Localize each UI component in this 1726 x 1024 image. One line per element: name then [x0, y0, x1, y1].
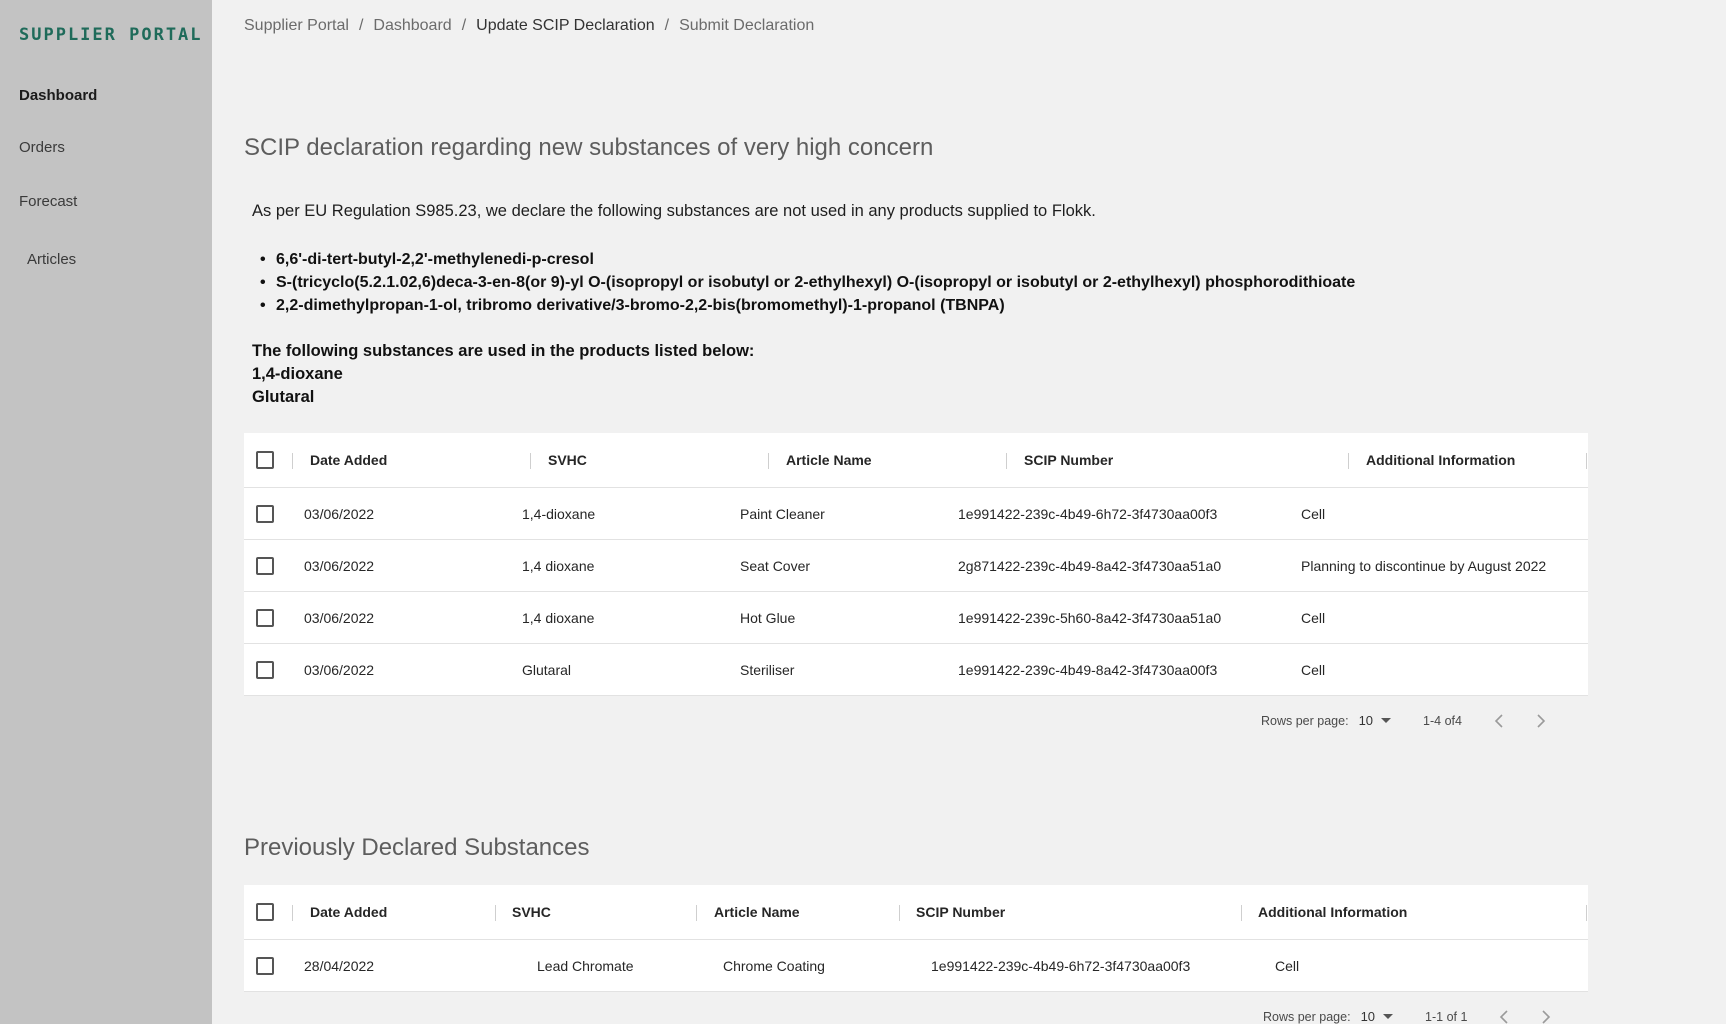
cell-svhc: 1,4 dioxane [522, 558, 595, 574]
used-substance: 1,4-dioxane [252, 365, 343, 383]
previous-page-button[interactable] [1499, 1010, 1509, 1024]
cell-svhc: Lead Chromate [537, 958, 634, 974]
table-header-row [244, 433, 1588, 488]
breadcrumb-separator: / [664, 17, 670, 34]
rows-per-page-value: 10 [1360, 1009, 1376, 1024]
breadcrumb [244, 17, 814, 35]
cell-scip-number: 1e991422-239c-4b49-8a42-3f4730aa00f3 [958, 662, 1218, 678]
declaration-table [244, 433, 1588, 696]
row-checkbox[interactable] [256, 661, 274, 679]
cell-date-added: 03/06/2022 [304, 506, 375, 522]
column-header-svhc[interactable]: SVHC [548, 452, 587, 468]
cell-additional-information: Cell [1275, 958, 1300, 974]
used-substances-heading: The following substances are used in the products listed below: [252, 342, 755, 360]
list-item: • 2,2-dimethylpropan-1-ol, tribromo derivative/3-bromo-2,2-bis(bromomethyl)-1-propanol (TBNPA) [260, 294, 1355, 317]
table-row[interactable] [244, 644, 1588, 696]
cell-additional-information: Cell [1301, 610, 1326, 626]
brand-logo: SUPPLIER PORTAL [19, 25, 203, 45]
table-row[interactable] [244, 540, 1588, 592]
column-separator [530, 453, 531, 469]
rows-per-page-label: Rows per page: [1261, 713, 1349, 728]
column-header-additional-information[interactable]: Additional Information [1366, 452, 1516, 468]
chevron-right-icon [1541, 1010, 1551, 1024]
row-checkbox[interactable] [256, 557, 274, 575]
column-separator [768, 453, 769, 469]
column-header-svhc[interactable]: SVHC [512, 904, 551, 920]
column-separator [1348, 453, 1349, 469]
column-header-additional-information[interactable]: Additional Information [1258, 904, 1408, 920]
column-header-scip-number[interactable]: SCIP Number [916, 904, 1006, 920]
select-all-checkbox[interactable] [256, 903, 274, 921]
previous-section-title: Previously Declared Substances [244, 834, 590, 861]
cell-date-added: 28/04/2022 [304, 958, 375, 974]
sidebar-item-orders[interactable]: Orders [19, 139, 65, 156]
chevron-left-icon [1494, 714, 1504, 728]
cell-additional-information: Planning to discontinue by August 2022 [1301, 558, 1547, 574]
breadcrumb-separator: / [358, 17, 364, 34]
cell-article-name: Steriliser [740, 662, 795, 678]
row-checkbox[interactable] [256, 957, 274, 975]
chevron-down-icon [1381, 718, 1391, 723]
column-header-date-added[interactable]: Date Added [310, 452, 388, 468]
previous-declarations-table [244, 885, 1588, 992]
table-pagination [1261, 713, 1546, 728]
cell-article-name: Paint Cleaner [740, 506, 825, 522]
declaration-intro: As per EU Regulation S985.23, we declare the following substances are not used in any products supplied to Flokk. [252, 202, 1096, 220]
breadcrumb-submit-declaration: Submit Declaration [679, 17, 815, 34]
cell-scip-number: 1e991422-239c-5h60-8a42-3f4730aa51a0 [958, 610, 1222, 626]
column-header-article-name[interactable]: Article Name [714, 904, 800, 920]
list-item: • 6,6'-di-tert-butyl-2,2'-methylenedi-p-cresol [260, 248, 1355, 271]
next-page-button[interactable] [1541, 1010, 1551, 1024]
cell-additional-information: Cell [1301, 662, 1326, 678]
sidebar-item-articles[interactable]: Articles [27, 251, 77, 268]
breadcrumb-separator: / [461, 17, 467, 34]
column-separator [1241, 905, 1242, 921]
column-separator [292, 453, 293, 469]
cell-scip-number: 1e991422-239c-4b49-6h72-3f4730aa00f3 [931, 958, 1191, 974]
cell-svhc: 1,4 dioxane [522, 610, 595, 626]
column-separator [1586, 905, 1587, 921]
list-item: • S-(tricyclo(5.2.1.02,6)deca-3-en-8(or 9)-yl O-(isopropyl or isobutyl or 2-ethylhexyl) O-(isopropyl or isobutyl or 2-ethylhexyl) phosphorodithioate [260, 271, 1355, 294]
previous-page-button[interactable] [1494, 714, 1504, 728]
breadcrumb-update-scip-declaration[interactable]: Update SCIP Declaration [476, 17, 655, 34]
rows-per-page-select[interactable] [1361, 1009, 1393, 1024]
cell-additional-information: Cell [1301, 506, 1326, 522]
table-row[interactable] [244, 592, 1588, 644]
chevron-left-icon [1499, 1010, 1509, 1024]
pagination-range: 1-4 of4 [1423, 713, 1462, 728]
rows-per-page-value: 10 [1358, 713, 1374, 728]
cell-date-added: 03/06/2022 [304, 662, 375, 678]
column-header-scip-number[interactable]: SCIP Number [1024, 452, 1114, 468]
table-header-row [244, 885, 1588, 940]
row-checkbox[interactable] [256, 505, 274, 523]
column-separator [696, 905, 697, 921]
not-used-substances-list [260, 248, 1355, 317]
breadcrumb-dashboard[interactable]: Dashboard [373, 17, 452, 34]
page-title: SCIP declaration regarding new substances of very high concern [244, 134, 934, 161]
column-header-date-added[interactable]: Date Added [310, 904, 388, 920]
rows-per-page-select[interactable] [1359, 713, 1391, 728]
cell-article-name: Seat Cover [740, 558, 811, 574]
cell-svhc: 1,4-dioxane [522, 506, 596, 522]
column-header-article-name[interactable]: Article Name [786, 452, 872, 468]
sidebar [0, 0, 212, 1024]
cell-date-added: 03/06/2022 [304, 610, 375, 626]
pagination-range: 1-1 of 1 [1425, 1009, 1468, 1024]
used-substances-block [252, 340, 754, 409]
rows-per-page-label: Rows per page: [1263, 1009, 1351, 1024]
column-separator [899, 905, 900, 921]
column-separator [1586, 453, 1587, 469]
previous-table-pagination [1263, 1009, 1551, 1024]
cell-scip-number: 2g871422-239c-4b49-8a42-3f4730aa51a0 [958, 558, 1222, 574]
column-separator [1006, 453, 1007, 469]
cell-date-added: 03/06/2022 [304, 558, 375, 574]
row-checkbox[interactable] [256, 609, 274, 627]
table-row[interactable] [244, 488, 1588, 540]
cell-svhc: Glutaral [522, 662, 572, 678]
chevron-right-icon [1536, 714, 1546, 728]
table-row[interactable] [244, 940, 1588, 992]
column-separator [495, 905, 496, 921]
cell-article-name: Chrome Coating [723, 958, 825, 974]
breadcrumb-supplier-portal[interactable]: Supplier Portal [244, 17, 349, 34]
select-all-checkbox[interactable] [256, 451, 274, 469]
column-separator [292, 905, 293, 921]
chevron-down-icon [1383, 1014, 1393, 1019]
next-page-button[interactable] [1536, 714, 1546, 728]
cell-article-name: Hot Glue [740, 610, 796, 626]
sidebar-item-dashboard[interactable]: Dashboard [19, 87, 98, 104]
used-substance: Glutaral [252, 388, 315, 406]
cell-scip-number: 1e991422-239c-4b49-6h72-3f4730aa00f3 [958, 506, 1218, 522]
sidebar-item-forecast[interactable]: Forecast [19, 193, 78, 210]
